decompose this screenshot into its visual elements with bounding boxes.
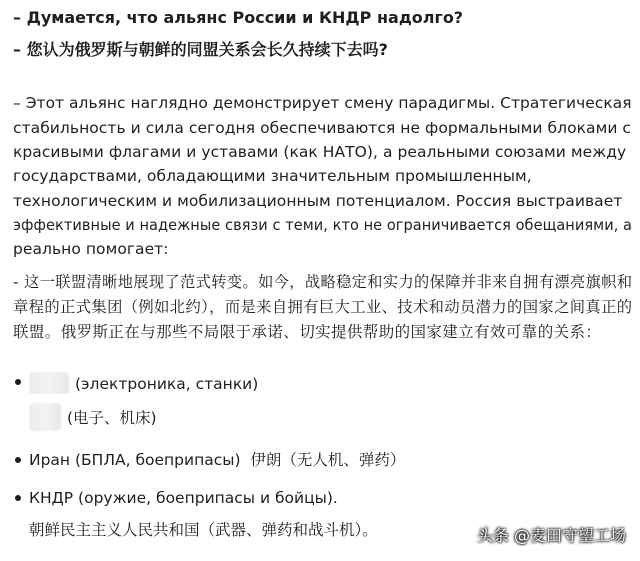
redacted-name bbox=[29, 403, 61, 431]
redacted-name bbox=[29, 372, 69, 394]
partner-desc-cn: 伊朗（无人机、弹药） bbox=[250, 451, 406, 469]
partner-desc-ru: (электроника, станки) bbox=[75, 375, 259, 393]
bullet-dot bbox=[15, 495, 21, 501]
answer-ru-line: технологическим и мобилизационным потенциалом. Россия выстраивает bbox=[13, 192, 623, 210]
partner-item-cn bbox=[29, 520, 378, 540]
answer-cn-line: 联盟。俄罗斯正在与那些不局限于承诺、切实提供帮助的国家建立有效可靠的关系： bbox=[13, 323, 602, 341]
question-ru: – Думается, что альянс России и КНДР надолго? bbox=[13, 8, 464, 27]
partner-item-ru bbox=[29, 488, 338, 508]
partner-desc-cn: 朝鲜民主主义人民共和国（武器、弹药和战斗机）。 bbox=[29, 521, 378, 539]
watermark: 头条 @麦田守望工场 bbox=[476, 526, 626, 545]
answer-ru-line: государствами, обладающими значительным промышленным, bbox=[13, 167, 532, 185]
bullet-dot bbox=[15, 379, 21, 385]
partner-item-cn bbox=[29, 403, 157, 431]
answer-ru-line: красивыми флагами и уставами (как НАТО), а реальными союзами между bbox=[13, 143, 627, 161]
partner-desc-ru: КНДР (оружие, боеприпасы и бойцы). bbox=[29, 489, 338, 507]
answer-cn-line: - 这一联盟清晰地展现了范式转变。如今，战略稳定和实力的保障并非来自拥有漂亮旗帜和 bbox=[13, 273, 633, 291]
partner-item bbox=[29, 450, 405, 470]
partner-item-ru bbox=[29, 372, 258, 394]
bullet-dot bbox=[15, 457, 21, 463]
question-cn: – 您认为俄罗斯与朝鲜的同盟关系会长久持续下去吗? bbox=[13, 40, 388, 59]
answer-ru-line: – Этот альянс наглядно демонстрирует смену парадигмы. Стратегическая bbox=[13, 94, 632, 112]
partner-desc-ru: Иран (БПЛА, боеприпасы) bbox=[29, 451, 241, 469]
partner-desc-cn: (电子、机床) bbox=[67, 409, 157, 427]
answer-ru-line: стабильность и сила сегодня обеспечиваются не формальными блоками с bbox=[13, 119, 631, 137]
answer-ru-line: реально помогает: bbox=[13, 240, 169, 258]
answer-ru-line: эффективные и надежные связи с теми, кто не ограничивается обещаниями, а bbox=[13, 216, 633, 234]
answer-cn-line: 章程的正式集团（例如北约），而是来自拥有巨大工业、技术和动员潜力的国家之间真正的 bbox=[13, 298, 633, 316]
